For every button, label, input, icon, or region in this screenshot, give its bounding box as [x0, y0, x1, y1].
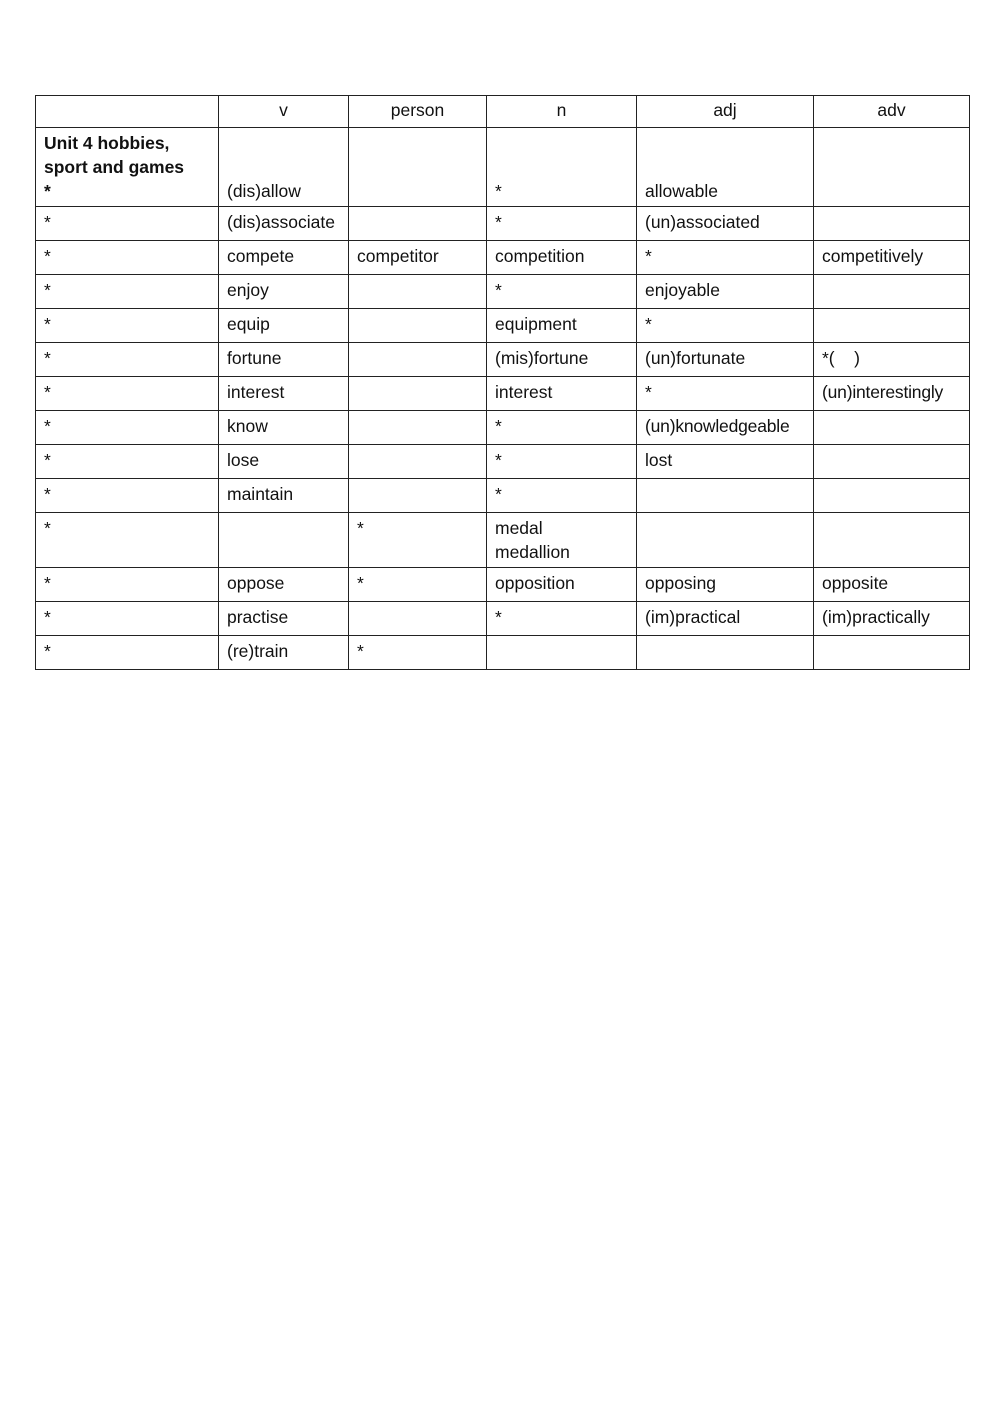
cell-verb: practise [219, 602, 349, 636]
row-marker: * [36, 275, 219, 309]
cell-adjective: opposing [637, 568, 814, 602]
cell-adjective: (un)knowledgeable [637, 411, 814, 445]
cell-adjective [637, 636, 814, 670]
cell-verb: (dis)associate [219, 207, 349, 241]
cell-adjective: allowable [637, 128, 814, 207]
cell-noun: * [487, 411, 637, 445]
cell-adverb [814, 309, 970, 343]
cell-verb: compete [219, 241, 349, 275]
cell-noun: equipment [487, 309, 637, 343]
row-marker: * [36, 377, 219, 411]
cell-noun: * [487, 445, 637, 479]
cell-adjective: (un)associated [637, 207, 814, 241]
table-row [36, 241, 970, 275]
cell-verb: (dis)allow [219, 128, 349, 207]
noun-medal: medal [495, 518, 543, 538]
header-cell-noun: n [487, 96, 637, 128]
cell-adverb [814, 275, 970, 309]
row-marker: * [36, 479, 219, 513]
cell-noun: * [487, 207, 637, 241]
cell-adverb [814, 479, 970, 513]
cell-adverb: (un)interestingly [814, 377, 970, 411]
header-cell-person: person [349, 96, 487, 128]
cell-adverb: competitively [814, 241, 970, 275]
cell-noun: * [487, 602, 637, 636]
noun-medallion: medallion [495, 542, 570, 562]
unit-title: Unit 4 hobbies, sport and games [44, 133, 185, 177]
cell-adjective [637, 513, 814, 568]
unit-cell [36, 128, 219, 207]
row-marker: * [36, 445, 219, 479]
header-cell-blank [36, 96, 219, 128]
cell-person [349, 602, 487, 636]
table-row [36, 513, 970, 568]
table-row [36, 636, 970, 670]
table-row [36, 445, 970, 479]
cell-person [349, 275, 487, 309]
header-cell-adverb: adv [814, 96, 970, 128]
cell-verb: equip [219, 309, 349, 343]
cell-person: * [349, 568, 487, 602]
cell-adverb: *( ) [814, 343, 970, 377]
cell-adjective: * [637, 377, 814, 411]
table-row [36, 128, 970, 207]
cell-adverb [814, 513, 970, 568]
table-row [36, 411, 970, 445]
table-row [36, 568, 970, 602]
cell-verb: know [219, 411, 349, 445]
cell-person [349, 309, 487, 343]
cell-noun: interest [487, 377, 637, 411]
cell-verb: fortune [219, 343, 349, 377]
header-cell-verb: v [219, 96, 349, 128]
cell-person: competitor [349, 241, 487, 275]
cell-person [349, 128, 487, 207]
cell-verb [219, 513, 349, 568]
cell-person: * [349, 513, 487, 568]
row-marker: * [44, 181, 51, 201]
cell-adverb [814, 445, 970, 479]
cell-verb: oppose [219, 568, 349, 602]
cell-adverb [814, 636, 970, 670]
table-row [36, 377, 970, 411]
cell-noun: competition [487, 241, 637, 275]
row-marker: * [36, 411, 219, 445]
cell-person: * [349, 636, 487, 670]
cell-noun: * [487, 128, 637, 207]
cell-verb: maintain [219, 479, 349, 513]
cell-adjective: * [637, 241, 814, 275]
cell-person [349, 411, 487, 445]
cell-adverb: opposite [814, 568, 970, 602]
cell-noun: * [487, 275, 637, 309]
cell-adjective: * [637, 309, 814, 343]
cell-adjective: (im)practical [637, 602, 814, 636]
table-row [36, 479, 970, 513]
row-marker: * [36, 343, 219, 377]
table-row [36, 207, 970, 241]
table-row [36, 309, 970, 343]
cell-verb: interest [219, 377, 349, 411]
cell-noun [487, 513, 637, 568]
header-row [36, 96, 970, 128]
cell-person [349, 445, 487, 479]
cell-adjective: lost [637, 445, 814, 479]
cell-adjective: (un)fortunate [637, 343, 814, 377]
row-marker: * [36, 636, 219, 670]
row-marker: * [36, 207, 219, 241]
table-row [36, 602, 970, 636]
row-marker: * [36, 602, 219, 636]
table-row [36, 343, 970, 377]
cell-verb: (re)train [219, 636, 349, 670]
cell-adverb: (im)practically [814, 602, 970, 636]
cell-person [349, 479, 487, 513]
cell-adjective [637, 479, 814, 513]
cell-person [349, 207, 487, 241]
cell-person [349, 343, 487, 377]
cell-adverb [814, 411, 970, 445]
cell-noun: (mis)fortune [487, 343, 637, 377]
cell-adjective: enjoyable [637, 275, 814, 309]
word-formation-table [35, 95, 970, 670]
worksheet [35, 95, 969, 670]
row-marker: * [36, 241, 219, 275]
cell-noun [487, 636, 637, 670]
cell-verb: enjoy [219, 275, 349, 309]
row-marker: * [36, 568, 219, 602]
cell-noun: * [487, 479, 637, 513]
row-marker: * [36, 309, 219, 343]
cell-adverb [814, 128, 970, 207]
cell-person [349, 377, 487, 411]
cell-noun: opposition [487, 568, 637, 602]
table-row [36, 275, 970, 309]
row-marker: * [36, 513, 219, 568]
cell-adverb [814, 207, 970, 241]
header-cell-adjective: adj [637, 96, 814, 128]
cell-verb: lose [219, 445, 349, 479]
